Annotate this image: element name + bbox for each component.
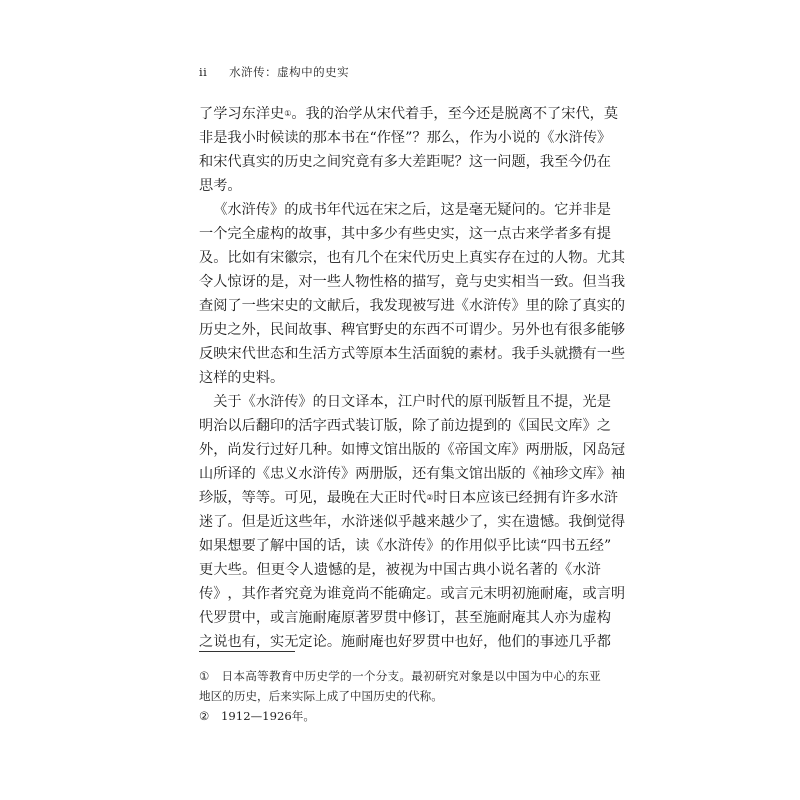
body-line: 明 治 以 后 翻 印 的 活 字 西 式 装 订 版 ， 除 了 前 边 提 到 的 《 国 民 文 库 》 之 [199, 418, 611, 434]
body-line: 关 于 《 水 浒 传 》 的 日 文 译 本 ， 江 户 时 代 的 原 刊 版 暂 且 不 提 ， 光 是 [213, 394, 611, 410]
body-line: 一 个 完 全 虚 构 的 故 事 ， 其 中 多 少 有 些 史 实 ， 这 一 点 古 来 学 者 多 有 提 [199, 226, 611, 242]
footnote-line: ② 1 9 1 2 — 1 9 2 6 年 。 [199, 706, 601, 726]
page-number: ii [199, 65, 208, 79]
body-line: 更 大 些 。 但 更 令 人 遗 憾 的 是 ， 被 视 为 中 国 古 典 小 说 名 著 的 《 水 浒 [199, 562, 601, 578]
body-text [199, 102, 626, 654]
footnote-line: 地 区 的 历 史 ， 后 来 实 际 上 成 了 中 国 历 史 的 代 称 。 [199, 689, 443, 703]
body-line: 令 人 惊 讶 的 是 ， 对 一 些 人 物 性 格 的 描 写 ， 竟 与 史 实 相 当 一 致 。 但 当 我 [199, 274, 626, 290]
body-line: 及 。 比 如 有 宋 徽 宗 ， 也 有 几 个 在 宋 代 历 史 上 真 实 存 在 过 的 人 物 。 尤 其 [199, 250, 626, 266]
body-line: 代 罗 贯 中 ， 或 言 施 耐 庵 原 著 罗 贯 中 修 订 ， 甚 至 施 耐 庵 其 人 亦 为 虚 构 [199, 610, 611, 626]
body-line: 查 阅 了 一 些 宋 史 的 文 献 后 ， 我 发 现 被 写 进 《 水 浒 传 》 里 的 除 了 真 实 的 [199, 298, 626, 314]
body-line: 山 所 译 的 《 忠 义 水 浒 传 》 两 册 版 ， 还 有 集 文 馆 出 版 的 《 袖 珍 文 库 》 袖 [199, 466, 626, 482]
body-line: 之 说 也 有 ， 实 无 定 论 。 施 耐 庵 也 好 罗 贯 中 也 好 ， 他 们 的 事 迹 几 乎 都 [199, 634, 611, 650]
body-line: 传 》 ， 其 作 者 究 竟 为 谁 竟 尚 不 能 确 定 。 或 言 元 末 明 初 施 耐 庵 ， 或 言 明 [199, 586, 626, 602]
body-line: 非 是 我 小 时 候 读 的 那 本 书 在 “ 作 怪 ” ？ 那 么 ， 作 为 小 说 的 《 水 浒 传 》 [199, 130, 612, 146]
body-line: 如 果 想 要 了 解 中 国 的 话 ， 读 《 水 浒 传 》 的 作 用 似 乎 比 读 “ 四 书 五 经 ” [199, 538, 612, 554]
footnote-rule [199, 651, 295, 652]
footnote-marker: ② [199, 709, 210, 723]
body-line: 了 学 习 东 洋 史 ① 。 我 的 治 学 从 宋 代 着 手 ， 至 今 还 是 脱 离 不 了 宋 代 ， 莫 [199, 106, 619, 122]
body-line: 思 考 。 [199, 178, 242, 194]
footnote-marker: ① [199, 669, 210, 683]
body-line: 《 水 浒 传 》 的 成 书 年 代 远 在 宋 之 后 ， 这 是 毫 无 疑 问 的 。 它 并 非 是 [213, 202, 611, 218]
body-line: 反 映 宋 代 世 态 和 生 活 方 式 等 原 本 生 活 面 貌 的 素 材 。 我 手 头 就 攒 有 一 些 [199, 346, 626, 362]
footnotes [199, 666, 601, 726]
body-line: 迷 了 。 但 是 近 这 些 年 ， 水 浒 迷 似 乎 越 来 越 少 了 ， 实 在 遗 憾 。 我 倒 觉 得 [199, 514, 626, 530]
body-line: 外 ， 尚 发 行 过 好 几 种 。 如 博 文 馆 出 版 的 《 帝 国 文 库 》 两 册 版 ， 冈 岛 冠 [199, 442, 626, 458]
body-line: 珍 版 ， 等 等 。 可 见 ， 最 晚 在 大 正 时 代 ② 时 日 本 应 该 已 经 拥 有 许 多 水 浒 [199, 490, 619, 506]
body-line: 历 史 之 外 ， 民 间 故 事 、 稗 官 野 史 的 东 西 不 可 谓 少 。 另 外 也 有 很 多 能 够 [199, 322, 626, 338]
footnote-line: ① 日 本 高 等 教 育 中 历 史 学 的 一 个 分 支 。 最 初 研 究 对 象 是 以 中 国 为 中 心 的 东 亚 [199, 666, 601, 686]
body-line: 这 样 的 史 料 。 [199, 370, 285, 386]
body-line: 和 宋 代 真 实 的 历 史 之 间 究 竟 有 多 大 差 距 呢 ？ 这 一 问 题 ， 我 至 今 仍 在 [199, 154, 611, 170]
running-title: 水浒传：虚构中的史实 [229, 65, 350, 79]
running-header [199, 64, 349, 80]
